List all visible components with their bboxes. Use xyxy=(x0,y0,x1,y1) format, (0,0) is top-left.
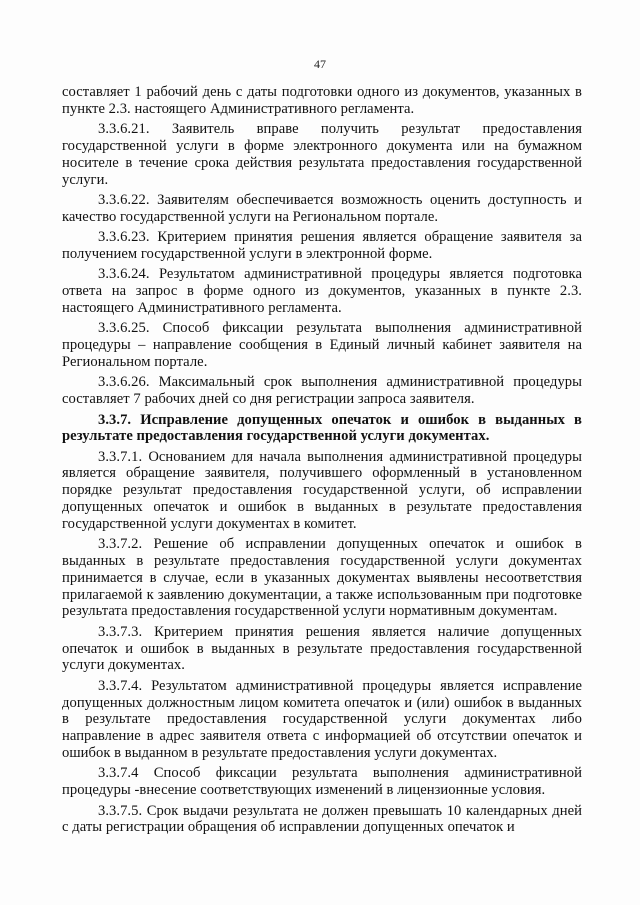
paragraph-3-3-7-4-fixation: 3.3.7.4 Способ фиксации результата выполнения административной процедуры -внесение соответствующих изменений в лицензионные условия. xyxy=(62,765,582,799)
paragraph-3-3-7-2: 3.3.7.2. Решение об исправлении допущенных опечаток и ошибок в выданных в результате предоставления государственной услуги документах принимается в случае, если в указанных документах выявлены несоответствия прилагаемой к заявлению документации, а также использованным при подготовке результата предоставления государственной услуги нормативным документам. xyxy=(62,536,582,620)
section-heading-3-3-7: 3.3.7. Исправление допущенных опечаток и ошибок в выданных в результате предоставления государственной услуги документах. xyxy=(62,411,582,445)
paragraph-3-3-6-24: 3.3.6.24. Результатом административной процедуры является подготовка ответа на запрос в форме одного из документов, указанных в пункте 2.3. настоящего Административного регламента. xyxy=(62,266,582,316)
page-number: 47 xyxy=(314,57,326,71)
paragraph-continuation: составляет 1 рабочий день с даты подготовки одного из документов, указанных в пункте 2.3. настоящего Административного регламента. xyxy=(62,84,582,117)
paragraph-3-3-7-3: 3.3.7.3. Критерием принятия решения является наличие допущенных опечаток и ошибок в выданных в результате предоставления государственной услуги документах. xyxy=(62,623,582,674)
paragraph-3-3-6-26: 3.3.6.26. Максимальный срок выполнения административной процедуры составляет 7 рабочих дней со дня регистрации запроса заявителя. xyxy=(62,374,582,408)
paragraph-3-3-6-25: 3.3.6.25. Способ фиксации результата выполнения административной процедуры – направление сообщения в Единый личный кабинет заявителя на Региональном портале. xyxy=(62,320,582,370)
paragraph-3-3-6-23: 3.3.6.23. Критерием принятия решения является обращение заявителя за получением государственной услуги в электронной форме. xyxy=(62,229,582,262)
paragraph-3-3-7-4-result: 3.3.7.4. Результатом административной процедуры является исправление допущенных должностным лицом комитета опечаток и (или) ошибок в выданных в результате предоставления государственной услуги документах либо направление в адрес заявителя ответа с информацией об отсутствии опечаток и ошибок в выданном в результате предоставления услуги документах. xyxy=(62,677,582,762)
document-body xyxy=(62,84,582,840)
paragraph-3-3-6-21: 3.3.6.21. Заявитель вправе получить результат предоставления государственной услуги в форме электронного документа или на бумажном носителе в течение срока действия результата предоставления государственной услуги. xyxy=(62,121,582,188)
paragraph-3-3-6-22: 3.3.6.22. Заявителям обеспечивается возможность оценить доступность и качество государственной услуги на Региональном портале. xyxy=(62,191,582,225)
paragraph-3-3-7-1: 3.3.7.1. Основанием для начала выполнения административной процедуры является обращение заявителя, получившего оформленный в установленном порядке результат предоставления государственной услуги, об исправлении допущенных опечаток и ошибок в выданных в результате предоставления государственной услуги документах в комитет. xyxy=(62,448,582,532)
paragraph-3-3-7-5: 3.3.7.5. Срок выдачи результата не должен превышать 10 календарных дней с даты регистрации обращения об исправлении допущенных опечаток и xyxy=(62,802,582,836)
